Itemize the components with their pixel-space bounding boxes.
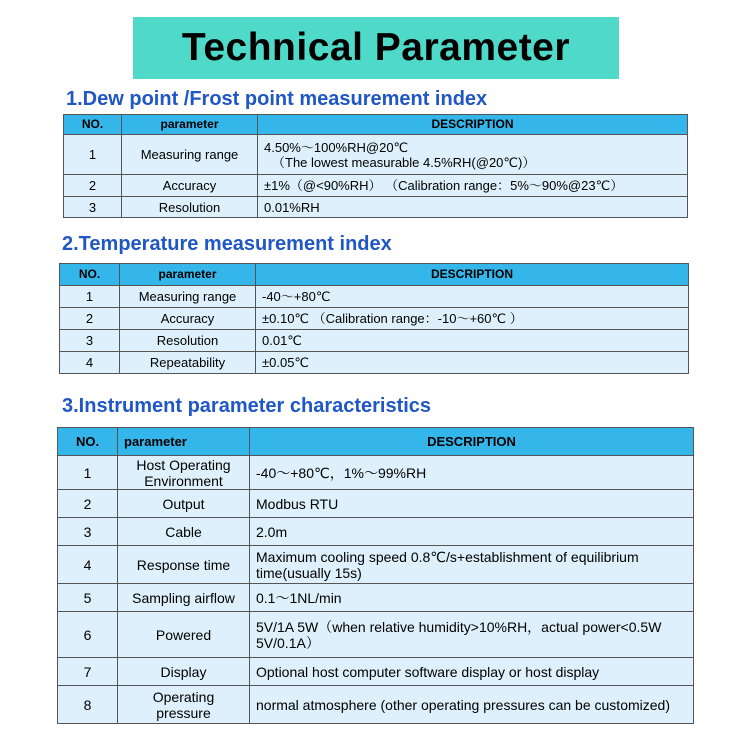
description-line: 4.50%～100%RH@20℃ xyxy=(264,139,409,155)
row-parameter: Powered xyxy=(118,612,250,658)
table-row xyxy=(58,518,694,546)
table-row xyxy=(60,286,689,308)
table-row xyxy=(58,658,694,686)
row-number: 6 xyxy=(58,612,118,658)
table-header-row xyxy=(64,115,688,135)
header-no: NO. xyxy=(58,428,118,456)
row-parameter: Response time xyxy=(118,546,250,584)
row-parameter: Operating pressure xyxy=(118,686,250,724)
header-no: NO. xyxy=(60,264,120,286)
row-parameter: Measuring range xyxy=(120,286,256,308)
table-row xyxy=(58,686,694,724)
header-parameter: parameter xyxy=(122,115,258,135)
title-banner xyxy=(133,17,619,79)
row-parameter: Host Operating Environment xyxy=(118,456,250,490)
row-number: 1 xyxy=(58,456,118,490)
table-header-row xyxy=(58,428,694,456)
row-parameter: Output xyxy=(118,490,250,518)
table-row xyxy=(60,330,689,352)
row-description: Optional host computer software display or host display xyxy=(250,658,694,686)
row-number: 2 xyxy=(58,490,118,518)
row-description: 0.01℃ xyxy=(256,330,689,352)
section-3-title: 3.Instrument parameter characteristics xyxy=(62,395,432,417)
row-parameter: Sampling airflow xyxy=(118,584,250,612)
row-number: 3 xyxy=(58,518,118,546)
row-number: 2 xyxy=(64,175,122,197)
row-number: 4 xyxy=(58,546,118,584)
row-number: 8 xyxy=(58,686,118,724)
table-row xyxy=(58,546,694,584)
row-description: ±0.05℃ xyxy=(256,352,689,374)
row-description xyxy=(258,135,688,175)
header-parameter: parameter xyxy=(118,428,250,456)
header-no: NO. xyxy=(64,115,122,135)
row-parameter: Accuracy xyxy=(120,308,256,330)
row-number: 4 xyxy=(60,352,120,374)
header-description: DESCRIPTION xyxy=(256,264,689,286)
row-number: 1 xyxy=(64,135,122,175)
row-description: -40～+80℃ xyxy=(256,286,689,308)
table-row xyxy=(58,612,694,658)
row-number: 3 xyxy=(64,197,122,218)
row-description: -40～+80℃，1%～99%RH xyxy=(250,456,694,490)
table-row xyxy=(58,490,694,518)
row-parameter: Display xyxy=(118,658,250,686)
row-number: 5 xyxy=(58,584,118,612)
temperature-table xyxy=(59,263,689,374)
table-row xyxy=(64,175,688,197)
table-row xyxy=(60,308,689,330)
section-2-title: 2.Temperature measurement index xyxy=(62,233,392,255)
row-number: 7 xyxy=(58,658,118,686)
table-row xyxy=(64,197,688,218)
table-row xyxy=(60,352,689,374)
row-description: 0.1～1NL/min xyxy=(250,584,694,612)
row-description: Maximum cooling speed 0.8℃/s+establishment of equilibrium time(usually 15s) xyxy=(250,546,694,584)
row-parameter: Repeatability xyxy=(120,352,256,374)
header-description: DESCRIPTION xyxy=(258,115,688,135)
row-description: 2.0m xyxy=(250,518,694,546)
row-description: 5V/1A 5W（when relative humidity>10%RH，actual power<0.5W 5V/0.1A） xyxy=(250,612,694,658)
row-parameter: Accuracy xyxy=(122,175,258,197)
row-number: 3 xyxy=(60,330,120,352)
row-number: 2 xyxy=(60,308,120,330)
page-title: Technical Parameter xyxy=(181,26,571,69)
table-row xyxy=(58,584,694,612)
row-parameter: Resolution xyxy=(120,330,256,352)
header-parameter: parameter xyxy=(120,264,256,286)
row-description: ±0.10℃ （Calibration range：-10～+60℃ ） xyxy=(256,308,689,330)
row-description: ±1%（@<90%RH） （Calibration range：5%～90%@23℃） xyxy=(258,175,688,197)
row-parameter: Resolution xyxy=(122,197,258,218)
row-description: Modbus RTU xyxy=(250,490,694,518)
table-header-row xyxy=(60,264,689,286)
row-parameter: Measuring range xyxy=(122,135,258,175)
dew-point-table xyxy=(63,114,688,218)
header-description: DESCRIPTION xyxy=(250,428,694,456)
row-description: 0.01%RH xyxy=(258,197,688,218)
row-parameter: Cable xyxy=(118,518,250,546)
description-line: （The lowest measurable 4.5%RH(@20℃)） xyxy=(272,154,536,170)
section-1-title: 1.Dew point /Frost point measurement index xyxy=(66,88,488,110)
row-description: normal atmosphere (other operating pressures can be customized) xyxy=(250,686,694,724)
table-row xyxy=(58,456,694,490)
instrument-table xyxy=(57,427,694,724)
row-number: 1 xyxy=(60,286,120,308)
table-row xyxy=(64,135,688,175)
